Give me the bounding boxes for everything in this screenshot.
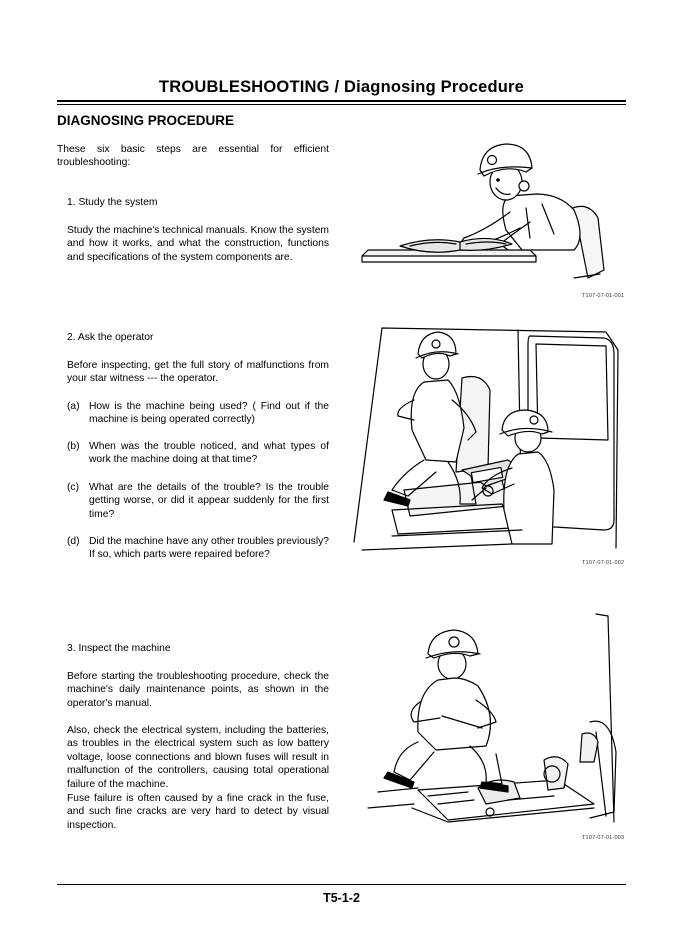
figure-study-system-illustration	[360, 138, 620, 290]
page-number: T5-1-2	[323, 891, 360, 905]
question-text: When was the trouble noticed, and what types of work the machine doing at that time?	[89, 441, 329, 466]
figure-code: T107-07-01-001	[582, 293, 625, 299]
figure-code: T107-07-01-002	[582, 560, 625, 566]
question-item	[67, 400, 329, 427]
step-1-paragraph: Study the machine's technical manuals. Know the system and how it works, and what the construction, functions and specifications of the system components are.	[67, 225, 329, 263]
page-title: TROUBLESHOOTING / Diagnosing Procedure	[158, 78, 525, 96]
step-3-paragraph: Also, check the electrical system, including the batteries, as troubles in the electrical system such as low battery voltage, loose connections and blown fuses will result in malfunction of the controllers, causing total operational failure of the machine.	[67, 725, 329, 790]
step-2-title: 2. Ask the operator	[67, 332, 154, 343]
question-text: How is the machine being used? ( Find out if the machine is being operated correctly)	[89, 401, 329, 426]
question-text: What are the details of the trouble? Is the trouble getting worse, or did it appear suddenly for the first time?	[89, 482, 329, 520]
step-1-title: 1. Study the system	[67, 197, 158, 208]
question-item	[67, 535, 329, 562]
step-3-paragraph: Before starting the troubleshooting procedure, check the machine's daily maintenance points, as shown in the operator's manual.	[67, 671, 329, 709]
question-letter: (b)	[67, 441, 80, 452]
figure-ask-operator-illustration	[352, 320, 622, 556]
question-letter: (d)	[67, 536, 80, 547]
figure-code: T107-07-01-003	[582, 835, 625, 841]
header-rule	[57, 100, 626, 102]
step-3-title: 3. Inspect the machine	[67, 643, 171, 654]
step-2-paragraph: Before inspecting, get the full story of malfunctions from your star witness --- the operator.	[67, 360, 329, 385]
intro-paragraph: These six basic steps are essential for efficient troubleshooting:	[57, 144, 329, 169]
question-item	[67, 481, 329, 521]
figure-inspect-machine-illustration	[358, 612, 620, 832]
header-rule-thin	[57, 104, 626, 105]
question-letter: (c)	[67, 482, 80, 493]
footer-rule	[57, 884, 626, 885]
question-letter: (a)	[67, 401, 80, 412]
section-heading: DIAGNOSING PROCEDURE	[57, 113, 235, 128]
question-item	[67, 440, 329, 467]
question-text: Did the machine have any other troubles previously? If so, which parts were repaired before?	[89, 536, 329, 561]
step-3-paragraph: Fuse failure is often caused by a fine crack in the fuse, and such fine cracks are very hard to detect by visual inspection.	[67, 793, 329, 831]
